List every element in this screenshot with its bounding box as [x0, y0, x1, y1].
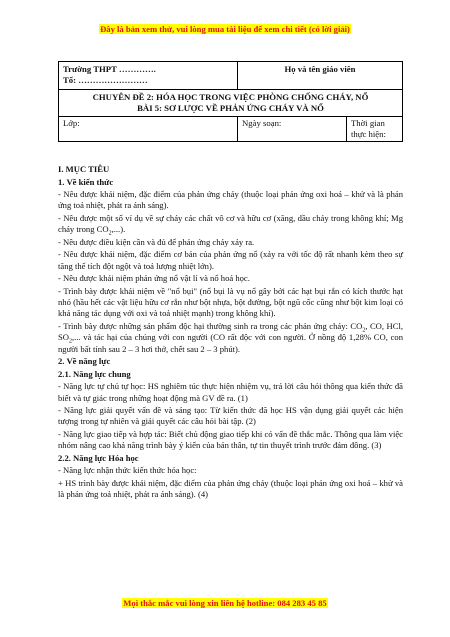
header-row-meta — [59, 116, 403, 142]
paragraph: - Nêu được điều kiện cần và đủ để phản ứng cháy xảy ra. — [58, 236, 255, 247]
preview-notice-banner — [0, 24, 450, 35]
section-heading-knowledge: 1. Về kiến thức — [58, 176, 114, 187]
school-name: Trường THPT …………. — [63, 64, 156, 74]
section-heading-general: 2.1. Năng lực chung — [58, 368, 131, 379]
paragraph: - Nêu được một số ví dụ về sự cháy các chất vô cơ và hữu cơ (xăng, dầu cháy trong không khí; Mg cháy trong $CO_2$,...). — [58, 212, 403, 237]
paragraph: - Nêu được khái niệm phản ứng nổ vật lí và nổ hoá học. — [58, 273, 250, 284]
section-heading-chemistry: 2.2. Năng lực Hóa học — [58, 452, 139, 463]
lesson-header-table — [58, 61, 403, 142]
paragraph: - Trình bày được khái niệm về "nổ bụi" (nổ bụi là vụ nổ gây bởi các hạt bụi rắn có kích thước hạt nhỏ (hầu hết các vật liệu hữu cơ rắn như bột nhựa, bột đường, bột ngũ cốc cũng như bột kim loại có khả năng tác dụng với oxi và toả nhiệt mạnh) trong không khí). — [58, 285, 403, 319]
class-label: Lớp: — [59, 116, 238, 142]
paragraph: - Năng lực tự chủ tự học: HS nghiêm túc thực hiện nhiệm vụ, trả lời câu hỏi thông qua kiến thức đã biết và tự giác trong những hoạt động mà GV đề ra. (1) — [58, 381, 403, 403]
date-label: Ngày soạn: — [238, 116, 347, 142]
paragraph: + HS trình bày được khái niệm, đặc điểm của phản ứng cháy (thuộc loại phản ứng oxi hoá – khử và là phản ứng toả nhiệt, phát ra ánh sáng). (4) — [58, 477, 403, 500]
paragraph: - Trình bày được những sản phẩm độc hại thường sinh ra trong các phản ứng cháy: $CO_2$, CO, HCl, $SO_2$,... và tác hại của chúng với con người (CO rất độc với con người. Ở nồng độ 1,28% CO, con người bất tỉnh sau 2 – 3 hơi thở, chết sau 2 – 3 phút). — [58, 320, 403, 354]
section-heading-objectives: I. MỤC TIÊU — [58, 164, 110, 174]
section-heading-competence: 2. Về năng lực — [58, 356, 111, 367]
preview-notice-text: Đây là bản xem thử, vui lòng mua tài liệu để xem chi tiết (có lời giải) — [100, 24, 350, 34]
header-row-title — [59, 89, 403, 116]
paragraph: - Nêu được khái niệm, đặc điểm cơ bản của phản ứng nổ (xảy ra với tốc độ rất nhanh kèm theo sự tăng thể tích đột ngột và toả lượng nhiệt lớn). — [58, 249, 403, 271]
paragraph: - Năng lực giao tiếp và hợp tác: Biết chủ động giao tiếp khi có vấn đề thắc mắc. Thông qua làm việc nhóm nâng cao khả năng trình bày ý kiến của bản thân, tự tin thuyết trình trước đám đông. (3) — [58, 429, 403, 451]
paragraph: - Năng lực giải quyết vấn đề và sáng tạo: Từ kiến thức đã học HS vận dụng giải quyết các hiện tượng trong tự nhiên và giải quyết các câu hỏi bài tập. (2) — [58, 405, 403, 427]
paragraph: - Nêu được khái niệm, đặc điểm của phản ứng cháy (thuộc loại phản ứng oxi hoá – khử và là phản ứng toả nhiệt, phát ra ánh sáng). — [58, 189, 403, 211]
lesson-title: BÀI 5: SƠ LƯỢC VỀ PHẢN ỨNG CHÁY VÀ NỔ — [137, 103, 324, 114]
school-cell — [59, 62, 238, 90]
paragraph: - Năng lực nhận thức kiến thức hóa học: — [58, 465, 197, 476]
hotline-banner — [0, 598, 450, 609]
header-row-school — [59, 62, 403, 90]
time-label: Thời gian thực hiện: — [347, 116, 403, 142]
teacher-name: Họ và tên giáo viên — [238, 62, 403, 90]
hotline-text: Mọi thắc mắc vui lòng xin liên hệ hotline: 084 283 45 85 — [123, 598, 327, 608]
group-name: Tổ: …………………… — [63, 75, 148, 86]
title-cell — [59, 89, 403, 116]
topic-title: CHUYÊN ĐỀ 2: HÓA HỌC TRONG VIỆC PHÒNG CHỐNG CHÁY, NỔ — [92, 91, 369, 102]
document-body — [58, 164, 403, 502]
